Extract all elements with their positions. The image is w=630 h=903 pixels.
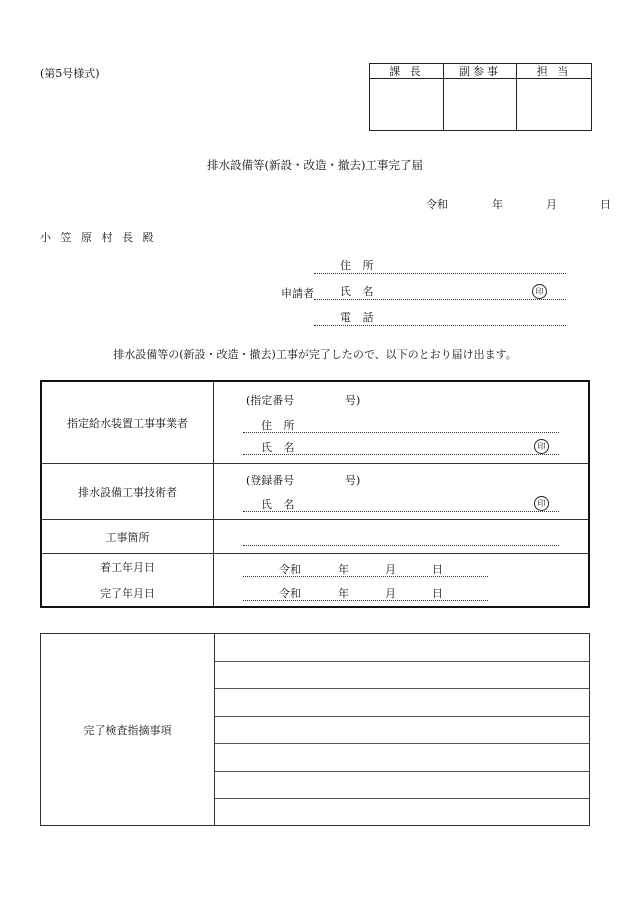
start-date-year: 年 bbox=[338, 563, 349, 576]
end-date-label: 完了年月日 bbox=[100, 587, 155, 600]
stamp-box-chief[interactable] bbox=[370, 79, 444, 130]
contractor-name-field[interactable] bbox=[243, 438, 559, 455]
inspection-label: 完了検査指摘事項 bbox=[41, 634, 215, 825]
location-label: 工事箇所 bbox=[42, 520, 214, 553]
stamp-header-chief: 課 長 bbox=[370, 64, 444, 79]
applicant-phone-field[interactable] bbox=[314, 309, 566, 326]
date-year: 年 bbox=[492, 198, 503, 211]
date-month: 月 bbox=[546, 198, 557, 211]
stamp-box-staff[interactable] bbox=[517, 79, 591, 130]
start-date-era: 令和 bbox=[279, 563, 301, 576]
applicant-name-label: 氏 名 bbox=[340, 285, 378, 298]
end-date-year: 年 bbox=[338, 587, 349, 600]
inspection-line[interactable] bbox=[215, 743, 589, 744]
seal-icon: 印 bbox=[534, 439, 549, 454]
location-row bbox=[42, 520, 588, 554]
inspection-line[interactable] bbox=[215, 688, 589, 689]
end-date-day: 日 bbox=[432, 587, 443, 600]
dates-row bbox=[42, 554, 588, 606]
start-date-field[interactable] bbox=[243, 560, 488, 577]
date-era: 令和 bbox=[426, 198, 448, 211]
contractor-row bbox=[42, 382, 588, 464]
dates-labels bbox=[42, 554, 214, 606]
start-date-day: 日 bbox=[432, 563, 443, 576]
applicant-address-label: 住 所 bbox=[340, 259, 378, 272]
seal-icon: 印 bbox=[534, 496, 549, 511]
engineer-label: 排水設備工事技術者 bbox=[42, 464, 214, 519]
inspection-line[interactable] bbox=[215, 661, 589, 662]
start-date-month: 月 bbox=[385, 563, 396, 576]
completion-details-table bbox=[40, 380, 590, 608]
location-field[interactable] bbox=[243, 529, 559, 546]
submission-date bbox=[426, 196, 611, 212]
inspection-line[interactable] bbox=[215, 716, 589, 717]
notice-text: 排水設備等の(新設・改造・撤去)工事が完了したので、以下のとおり届け出ます。 bbox=[113, 348, 517, 361]
end-date-field[interactable] bbox=[243, 584, 488, 601]
applicant-phone-label: 電 話 bbox=[340, 311, 378, 324]
inspection-line[interactable] bbox=[215, 771, 589, 772]
end-date-month: 月 bbox=[385, 587, 396, 600]
inspection-notes-table bbox=[40, 633, 590, 826]
contractor-address-field[interactable] bbox=[243, 416, 559, 433]
contractor-address-label: 住 所 bbox=[261, 419, 299, 432]
applicant-address-field[interactable] bbox=[314, 257, 566, 274]
addressee: 小 笠 原 村 長 殿 bbox=[40, 231, 157, 244]
applicant-label: 申請者 bbox=[281, 287, 314, 300]
engineer-name-label: 氏 名 bbox=[261, 498, 299, 511]
inspection-line[interactable] bbox=[215, 798, 589, 799]
contractor-name-label: 氏 名 bbox=[261, 441, 299, 454]
contractor-label: 指定給水装置工事事業者 bbox=[42, 382, 214, 463]
stamp-header-staff: 担 当 bbox=[517, 64, 591, 79]
engineer-name-field[interactable] bbox=[243, 495, 559, 512]
date-day: 日 bbox=[600, 198, 611, 211]
applicant-name-field[interactable] bbox=[314, 283, 566, 300]
engineer-number-label: (登録番号 bbox=[246, 474, 295, 487]
engineer-row bbox=[42, 464, 588, 520]
end-date-era: 令和 bbox=[279, 587, 301, 600]
form-number: (第5号様式) bbox=[40, 67, 100, 80]
stamp-box-deputy[interactable] bbox=[444, 79, 517, 130]
approval-stamp-table bbox=[369, 63, 592, 131]
engineer-number-suffix: 号) bbox=[345, 474, 361, 487]
start-date-label: 着工年月日 bbox=[100, 561, 155, 574]
document-title: 排水設備等(新設・改造・撤去)工事完了届 bbox=[207, 158, 423, 172]
contractor-number-suffix: 号) bbox=[345, 394, 361, 407]
stamp-header-deputy: 副参事 bbox=[444, 64, 517, 79]
contractor-number-label: (指定番号 bbox=[246, 394, 295, 407]
seal-icon: 印 bbox=[532, 284, 547, 299]
